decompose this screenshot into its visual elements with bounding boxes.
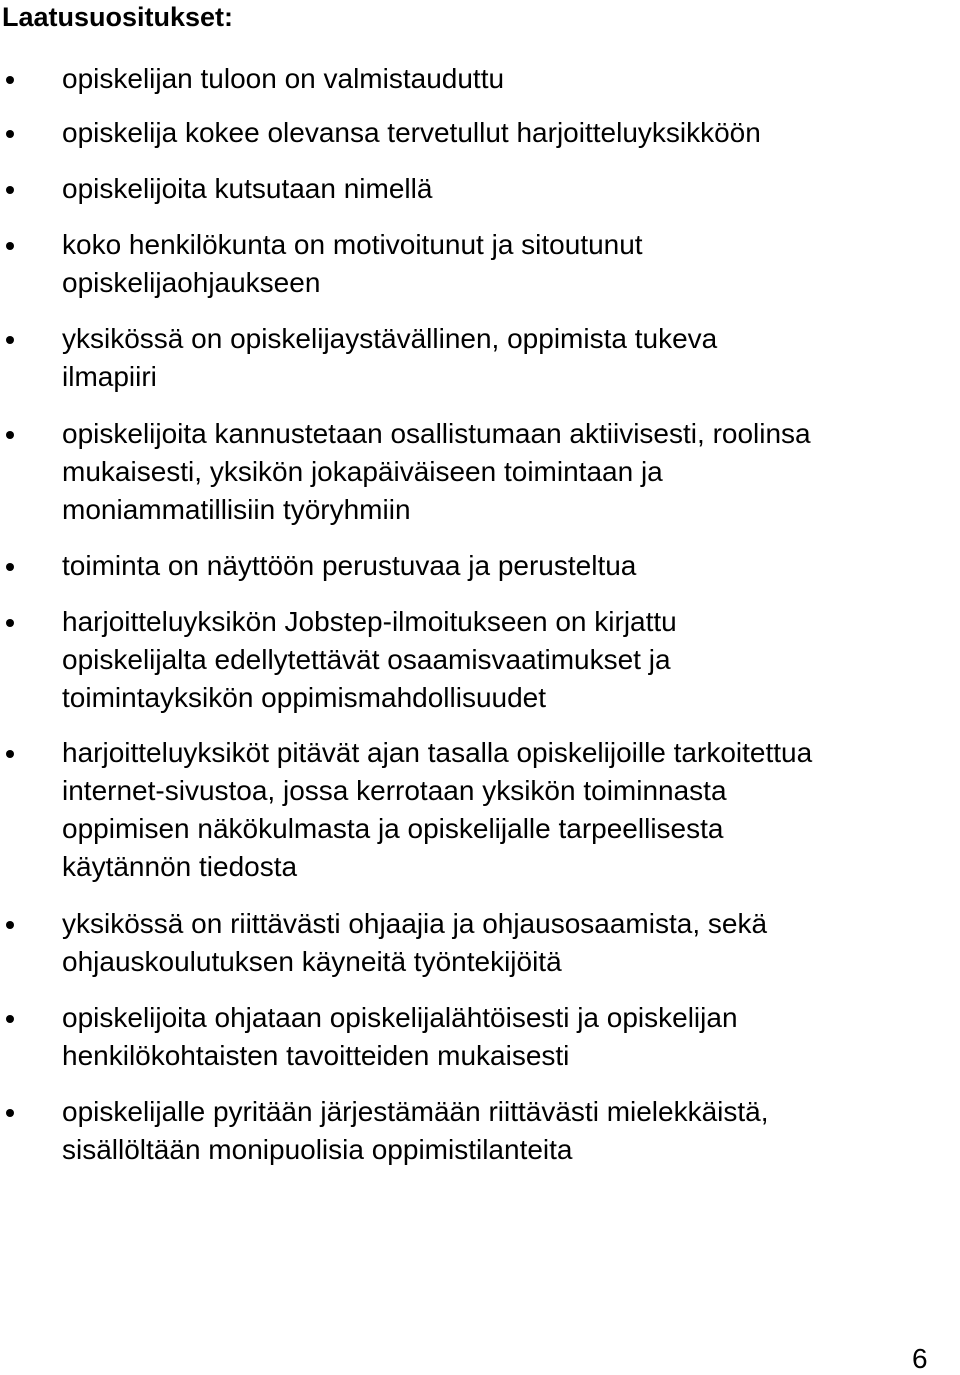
list-item-text: yksikössä on riittävästi ohjaajia ja ohjausosaamista, sekä ohjauskoulutuksen käyneitä työntekijöitä [62,908,768,977]
page-number: 6 [912,1343,928,1374]
bullet-icon [6,186,14,194]
list-item-text: harjoitteluyksikön Jobstep-ilmoitukseen on kirjattu opiskelijalta edellytettävät osaamisvaatimukset ja toimintayksikön oppimismahdollisuudet [62,606,677,713]
bullet-icon [6,431,14,439]
bullet-icon [6,76,14,84]
list-item-text: opiskelijoita kannustetaan osallistumaan aktiivisesti, roolinsa mukaisesti, yksikön jokapäiväiseen toimintaan ja moniammatillisiin työryhmiin [62,418,811,525]
bullet-icon [6,750,14,758]
bullet-icon [6,1015,14,1023]
bullet-icon [6,563,14,571]
bullet-icon [6,619,14,627]
bullet-icon [6,130,14,138]
bullet-icon [6,1109,14,1117]
bullet-icon [6,242,14,250]
bullet-icon [6,336,14,344]
list-item-text: opiskelija kokee olevansa tervetullut harjoitteluyksikköön [62,117,761,148]
list-item-text: opiskelijan tuloon on valmistauduttu [62,63,505,94]
list-item-text: opiskelijoita kutsutaan nimellä [62,173,433,204]
list-item-text: toiminta on näyttöön perustuvaa ja perusteltua [62,550,637,581]
bullet-icon [6,921,14,929]
list-item-text: koko henkilökunta on motivoitunut ja sitoutunut opiskelijaohjaukseen [62,229,643,298]
list-item-text: opiskelijalle pyritään järjestämään riittävästi mielekkäistä, sisällöltään monipuolisia oppimistilanteita [62,1096,769,1165]
list-item-text: harjoitteluyksiköt pitävät ajan tasalla opiskelijoille tarkoitettua internet-sivustoa, jossa kerrotaan yksikön toiminnasta oppimisen näkökulmasta ja opiskelijalle tarpeellisesta käytännön tiedosta [62,737,813,882]
list-item-text: yksikössä on opiskelijaystävällinen, oppimista tukeva ilmapiiri [62,323,718,392]
list-item-text: opiskelijoita ohjataan opiskelijalähtöisesti ja opiskelijan henkilökohtaisten tavoitteiden mukaisesti [62,1002,738,1071]
page-heading: Laatusuositukset: [2,2,234,32]
